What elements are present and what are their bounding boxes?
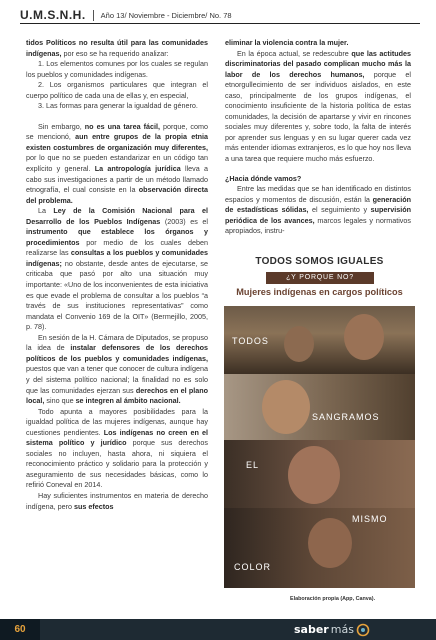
section-heading: ¿Hacia dónde vamos? xyxy=(225,173,302,183)
header-rule xyxy=(20,23,420,24)
paragraph: Sin embargo, no es una tarea fácil, porque, como se mencionó, aun entre grupos de la propia etnia existen costumbres de organización muy diferentes, por lo que no se pueden estandarizar en un código tan explícito y general. La antropología jurídica lleva a cabo sus investigaciones a partir de un método llamado etnografía, el cual consiste en la observación directa del problema. xyxy=(26,121,208,205)
journal-brand: U.M.S.N.H. xyxy=(20,8,86,22)
page-footer xyxy=(0,619,436,640)
photo-panel xyxy=(224,374,415,440)
list-item: 2. Los organismos particulares que integran el cuerpo político de cada una de ellas y, en especial, xyxy=(26,80,208,100)
poster-header xyxy=(224,250,415,306)
poster-image xyxy=(224,250,415,588)
portrait-face xyxy=(262,380,310,434)
running-header xyxy=(20,6,420,24)
poster-subtitle: Mujeres indígenas en cargos políticos xyxy=(236,287,403,297)
poster-badge: ¿Y PORQUE NO? xyxy=(266,272,374,284)
poster-word: TODOS xyxy=(232,336,269,346)
image-caption: Elaboración propia (App, Canva). xyxy=(290,596,376,602)
poster-word: COLOR xyxy=(234,562,272,572)
poster-word: MISMO xyxy=(352,514,388,524)
list-item: 1. Los elementos comunes por los cuales se regulan los pueblos y comunidades indígenas. xyxy=(26,59,208,79)
list-item: 3. Las formas para generar la igualdad de género. xyxy=(38,101,198,111)
paragraph: En la época actual, se redescubre que las actitudes discriminatorias del pasado complican mucho más la labor de los derechos humanos, porque el etnorgullecimiento de ser individuos aislados, en este caso, principalmente de los grupos indígenas, el conocimiento insuficiente de la historia política de estas comunidades, la decisión de apartarse y vivir en rincones sociales muy diferentes y, sobre todo, la falta de interés por aprender sus lenguas y en su lugar querer cada vez más entender idiomas extranjeros, es lo que hoy nos lleva a una tarea que requiere mucho más esfuerzo. xyxy=(225,48,412,164)
poster-word: EL xyxy=(246,460,260,470)
header-separator xyxy=(93,10,94,21)
poster-word: SANGRAMOS xyxy=(312,412,380,422)
page-number: 60 xyxy=(0,619,40,640)
issue-info: Año 13/ Noviembre - Diciembre/ No. 78 xyxy=(100,10,232,20)
paragraph: En sesión de la H. Cámara de Diputados, se propuso la idea de instalar defensores de los derechos políticos de los pueblos y comunidades indígenas, puestos que van a tener que conocer de cultura indígena y del sistema político nacional; la finalidad no es solo que las comunidades ejerzan sus derechos en el plano local, sino que se integren al ámbito nacional. xyxy=(26,332,209,406)
paragraph: La Ley de la Comisión Nacional para el Desarrollo de los Pueblos Indígenas (2003) es el instrumento que establece los órganos y procedimientos por medio de los cuales deben realizarse las consultas a los pueblos y comunidades indígenas; no obstante, desde antes de ejecutarse, se criticaba que pasó por alto una situación muy importante: «Uno de los inconvenientes de esta iniciativa es que evade el problema de consultar a los pueblos “a través de sus instituciones representativas” como mandata el Convenio 169 de la OIT» (Bermejillo, 2005, p. 78). xyxy=(26,206,208,332)
photo-panel xyxy=(224,508,415,588)
portrait-face xyxy=(284,326,314,362)
photo-panel xyxy=(224,306,415,374)
portrait-face xyxy=(344,314,384,360)
portrait-face xyxy=(308,518,352,568)
left-column xyxy=(26,38,208,512)
poster-title: TODOS SOMOS IGUALES xyxy=(255,256,384,267)
logo-mark-icon xyxy=(356,623,370,637)
paragraph: Todo apunta a mayores posibilidades para la igualdad política de las mujeres indígenas, aunque hay cuestiones pendientes. Los indígenas no creen en el sistema político y jurídico porque sus derechos sociales no incluyen, hasta ahora, ni siquiera el reconocimiento práctico y solidario para la protección y aseguramiento de sus necesidades básicas, como lo refirió Coneval en 2014. xyxy=(26,406,208,490)
logo-text: saber xyxy=(294,623,329,636)
paragraph: eliminar la violencia contra la mujer. xyxy=(225,38,349,47)
paragraph: Entre las medidas que se han identificado en distintos espacios y momentos de discusión, están la generación de estadísticas sólidas, el seguimiento y supervisión periódica de los avances, marcos legales y normativos apropiados, instru- xyxy=(225,184,411,236)
portrait-face xyxy=(288,446,340,504)
publication-logo xyxy=(294,622,370,637)
paragraph: Hay suficientes instrumentos en materia de derecho indígena, pero sus efectos xyxy=(26,490,208,511)
logo-text: más xyxy=(330,623,354,636)
photo-panel xyxy=(224,440,415,508)
paragraph: tidos Políticos no resulta útil para las comunidades indígenas, por eso se ha requerido analizar: xyxy=(26,38,208,58)
right-column xyxy=(225,38,411,237)
